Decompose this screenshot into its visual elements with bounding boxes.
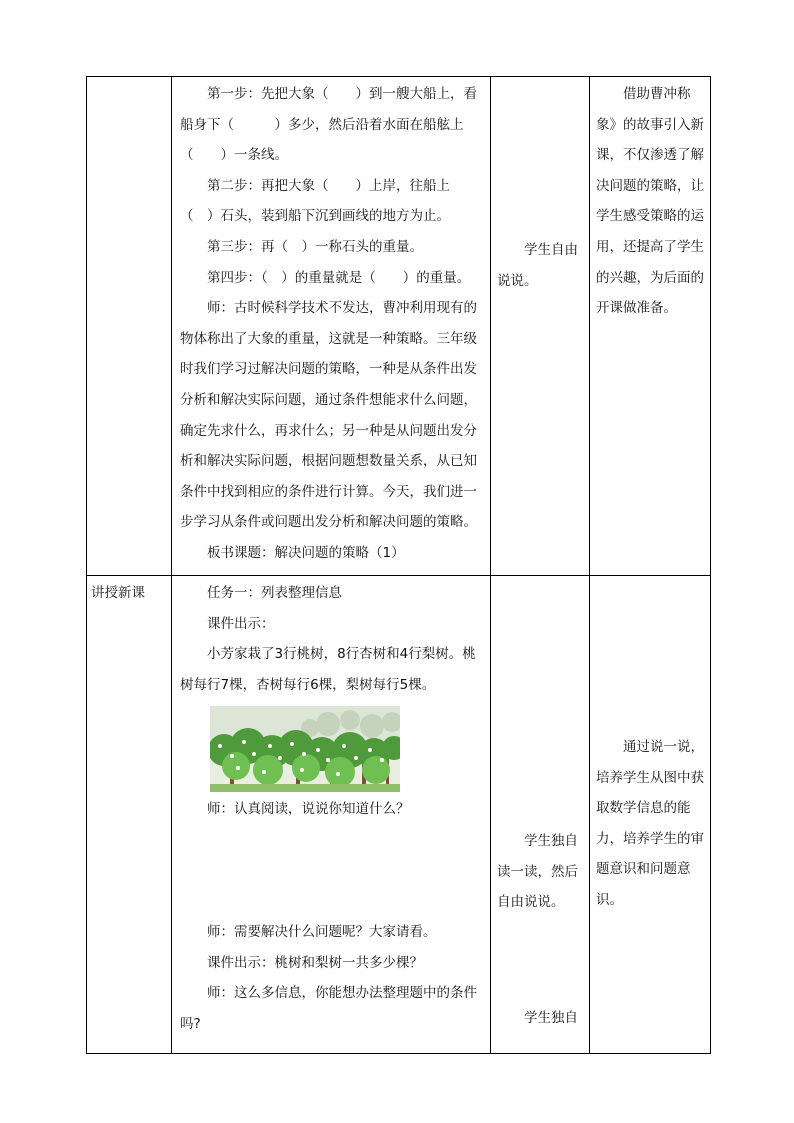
table-row	[87, 576, 711, 1054]
orchard-illustration	[210, 706, 400, 792]
lesson-plan-table-wrapper	[86, 76, 708, 1055]
problem-text: 小芳家栽了3行桃树，8行杏树和4行梨树。桃树每行7棵，杏树每行6棵，梨树每行5棵。	[180, 646, 476, 693]
stage-cell	[87, 77, 172, 576]
question-solve-text: 师：需要解决什么问题呢？大家请看。	[207, 923, 437, 940]
design-intent-text: 通过说一说，培养学生从图中获取数学信息的能力，培养学生的审题意识和问题意识。	[596, 739, 704, 908]
student-activity-cell	[491, 576, 590, 1054]
step-three-text: 第三步：再（ ）一称石头的重量。	[207, 238, 423, 255]
stage-cell	[87, 576, 172, 1054]
lesson-plan-table	[86, 76, 711, 1054]
design-intent-cell	[590, 576, 711, 1054]
courseware-label: 课件出示：	[207, 615, 275, 632]
board-title-text: 板书课题：解决问题的策略（1）	[207, 544, 405, 561]
stage-label: 讲授新课	[91, 585, 145, 601]
design-intent-cell	[590, 77, 711, 576]
step-four-text: 第四步：（ ）的重量就是（ ）的重量。	[207, 269, 471, 286]
design-intent-text: 借助曹冲称象》的故事引入新课，不仅渗透了解决问题的策略，让学生感受策略的运用，还提高了学生的兴趣，为后面的开课做准备。	[596, 86, 704, 317]
task-title: 任务一：列表整理信息	[207, 585, 342, 601]
table-row	[87, 77, 711, 576]
student-activity-text: 学生独自读一读，然后自由说说。	[497, 833, 578, 911]
teaching-content-cell	[172, 77, 491, 576]
question-read-text: 师：认真阅读，说说你知道什么？	[207, 801, 410, 818]
step-two-text: 第二步：再把大象（ ）上岸，往船上（ ）石头，装到船下沉到画线的地方为止。	[180, 177, 450, 225]
courseware-question-text: 课件出示：桃树和梨树一共多少棵？	[207, 954, 423, 971]
student-activity-text-2: 学生独自	[524, 1009, 578, 1026]
student-activity-text: 学生自由说说。	[497, 242, 578, 289]
student-activity-cell	[491, 77, 590, 576]
teacher-explanation-text: 师：古时候科学技术不发达，曹冲利用现有的物体称出了大象的重量，这就是一种策略。三年级时我们学习过解决问题的策略，一种是从条件出发分析和解决实际问题，通过条件想能求什么问题，确定先求什么，再求什么；另一种是从问题出发分析和解决实际问题，根据问题想数量关系，从已知条件中找到相应的条件进行计算。今天，我们进一步学习从条件或问题出发分析和解决问题的策略。	[180, 300, 477, 531]
step-one-text: 第一步：先把大象（ ）到一艘大船上，看船身下（ ）多少，然后沿着水面在船舷上（ ）一条线。	[180, 86, 477, 164]
question-organize-text: 师：这么多信息，你能想办法整理题中的条件吗?	[180, 985, 477, 1032]
teaching-content-cell	[172, 576, 491, 1054]
